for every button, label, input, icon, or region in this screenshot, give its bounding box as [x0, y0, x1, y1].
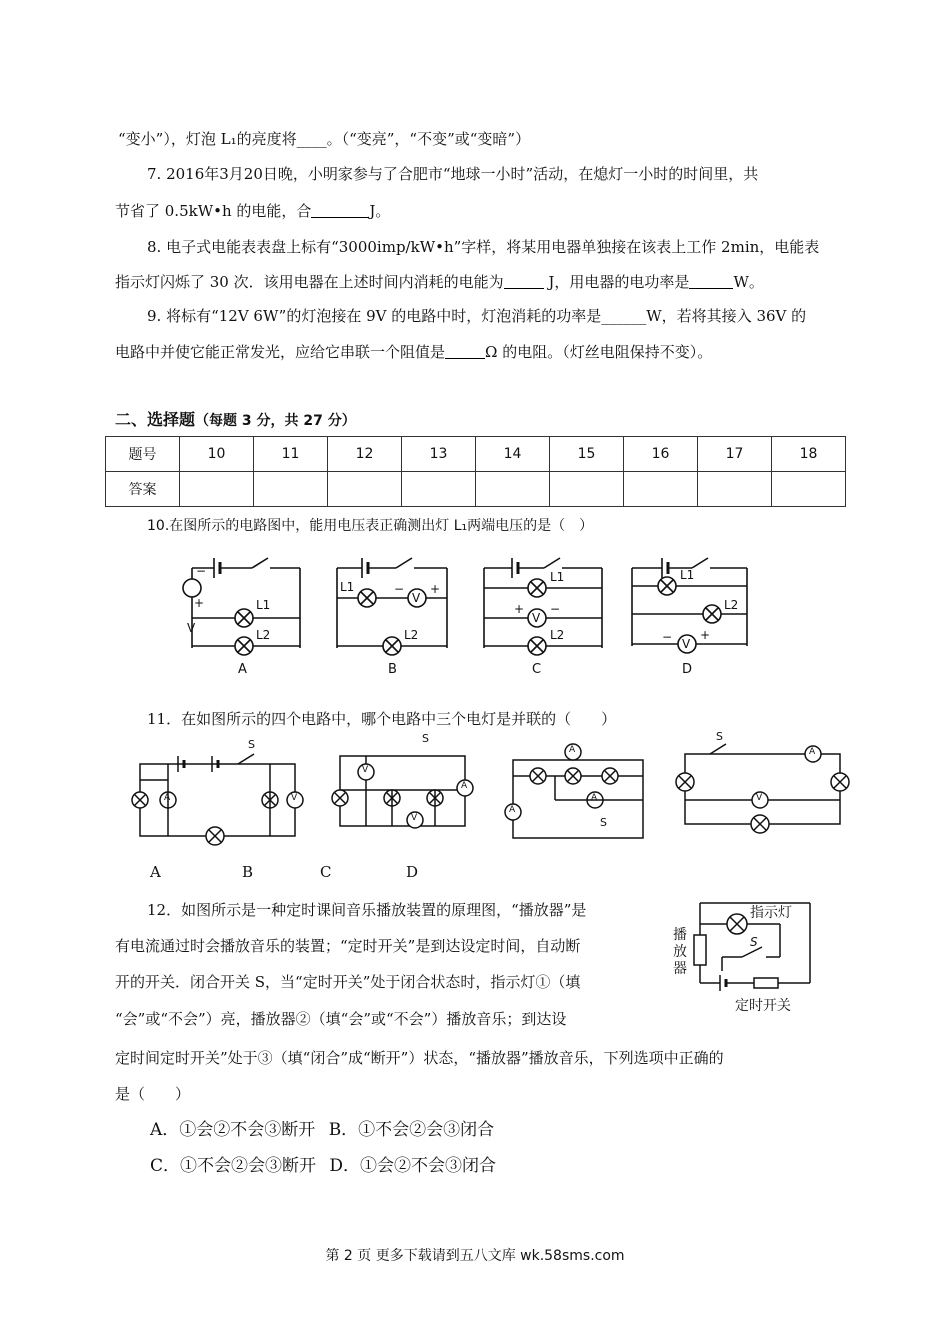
q8-line1: 8. 电子式电能表表盘上标有“3000imp/kW•h”字样，将某用电器单独接在该表上工作 2min，电能表: [147, 238, 820, 256]
q9-text-end: Ω 的电阻。（灯丝电阻保持不变）。: [485, 343, 713, 361]
minus-sign: −: [550, 602, 561, 616]
l1-label: L1: [256, 598, 271, 612]
circuit-label-a: A: [238, 662, 247, 677]
table-cell: 15: [550, 437, 624, 472]
switch-label: S: [750, 935, 758, 949]
l1-label: L1: [550, 570, 565, 584]
q12-line6: 是（ ）: [115, 1085, 191, 1103]
option-letter-b: B: [242, 863, 254, 881]
q8-line2: [115, 271, 764, 292]
table-cell: 12: [328, 437, 402, 472]
q7-unit: J。: [369, 202, 391, 220]
ammeter-symbol: A: [509, 805, 516, 815]
answer-cell[interactable]: [698, 472, 772, 507]
q8-blank-power[interactable]: [689, 274, 733, 289]
q7-text: 节省了 0.5kW•h 的电能，合: [115, 202, 312, 220]
q9-line2: [115, 341, 712, 362]
answer-cell[interactable]: [624, 472, 698, 507]
l2-label: L2: [550, 628, 565, 642]
q8-unit: W。: [733, 273, 764, 291]
answer-cell[interactable]: [402, 472, 476, 507]
q9-line1: 9. 将标有“12V 6W”的灯泡接在 9V 的电路中时，灯泡消耗的功率是______W，若将其接入 36V 的: [147, 307, 807, 325]
q11-text: 11．在如图所示的四个电路中，哪个电路中三个电灯是并联的（ ）: [147, 710, 617, 728]
plus-sign: +: [514, 602, 525, 616]
q8-blank-energy[interactable]: [504, 274, 544, 289]
q7-line2: [115, 200, 390, 221]
plus-sign: +: [194, 596, 205, 610]
voltmeter-symbol: V: [291, 793, 298, 803]
ammeter-symbol: A: [569, 745, 576, 755]
q10-labels: [172, 540, 772, 680]
l2-label: L2: [404, 628, 419, 642]
ammeter-symbol: A: [591, 793, 598, 803]
answer-cell[interactable]: [550, 472, 624, 507]
ammeter-symbol: A: [809, 747, 816, 757]
ammeter-symbol: A: [164, 793, 171, 803]
ammeter-symbol: A: [461, 781, 468, 791]
q12-line4: “会”或“不会”）亮，播放器②（填“会”或“不会”）播放音乐；到达设: [115, 1010, 567, 1028]
table-cell: 10: [180, 437, 254, 472]
q12-line3: 开的开关．闭合开关 S，当“定时开关”处于闭合状态时，指示灯①（填: [115, 973, 581, 991]
voltmeter-symbol: V: [682, 637, 691, 651]
switch-label: S: [248, 738, 255, 751]
table-answer-label: 答案: [106, 472, 180, 507]
option-b[interactable]: B．①不会②会③闭合: [328, 1120, 495, 1140]
q7-blank[interactable]: [311, 203, 369, 218]
q12-options-row2: [150, 1151, 496, 1176]
table-header-label: 题号: [106, 437, 180, 472]
plus-sign: +: [700, 628, 711, 642]
switch-label: S: [600, 816, 607, 829]
page-footer: 第 2 页 更多下载请到五八文库 wk.58sms.com: [325, 1248, 625, 1264]
table-cell: 11: [254, 437, 328, 472]
minus-sign: −: [196, 564, 207, 578]
section-title-note: （每题 3 分，共 27 分）: [195, 413, 356, 429]
table-row: [106, 472, 846, 507]
q9-text: 电路中并使它能正常发光，应给它串联一个阻值是: [115, 343, 446, 361]
l1-label: L1: [340, 580, 355, 594]
player-label: 播放器: [673, 927, 687, 977]
q8-text: 指示灯闪烁了 30 次．该用电器在上述时间内消耗的电能为: [115, 273, 504, 291]
answer-cell[interactable]: [180, 472, 254, 507]
indicator-label: 指示灯: [750, 905, 792, 921]
answer-cell[interactable]: [476, 472, 550, 507]
q8-text-mid: J，用电器的电功率是: [543, 273, 690, 291]
table-cell: 14: [476, 437, 550, 472]
minus-sign: −: [394, 582, 405, 596]
q10-text: 10.在图所示的电路图中，能用电压表正确测出灯 L₁两端电压的是（ ）: [147, 518, 594, 534]
l1-label: L1: [680, 568, 695, 582]
circuit-label-c: C: [532, 662, 542, 677]
l2-label: L2: [724, 598, 739, 612]
option-letter-a: A: [150, 863, 161, 881]
q11-labels: [130, 730, 870, 882]
voltmeter-symbol: V: [411, 813, 418, 823]
timer-label: 定时开关: [735, 998, 791, 1014]
q12-line2: 有电流通过时会播放音乐的装置；“定时开关”是到达设定时间，自动断: [115, 937, 581, 955]
q12-line1: 12．如图所示是一种定时课间音乐播放装置的原理图，“播放器”是: [147, 901, 587, 919]
table-cell: 13: [402, 437, 476, 472]
q12-line5: 定时间定时开关”处于③（填“闭合”成“断开”）状态，“播放器”播放音乐，下列选项中正确的: [115, 1049, 724, 1067]
voltmeter-symbol: V: [412, 591, 421, 605]
answer-cell[interactable]: [772, 472, 846, 507]
table-cell: 18: [772, 437, 846, 472]
table-row: [106, 437, 846, 472]
option-a[interactable]: A．①会②不会③断开: [150, 1120, 316, 1140]
option-letter-c: C: [320, 863, 332, 881]
switch-label: S: [716, 730, 723, 743]
option-c[interactable]: C．①不会②会③断开: [150, 1156, 317, 1176]
section-title: [115, 407, 356, 430]
option-d[interactable]: D．①会②不会③闭合: [329, 1156, 497, 1176]
circuit-label-d: D: [682, 662, 693, 677]
answer-cell[interactable]: [328, 472, 402, 507]
answer-table: [105, 436, 846, 507]
voltmeter-symbol: V: [756, 793, 763, 803]
q6-continuation: “变小”），灯泡 L₁的亮度将____。（“变亮”，“不变”或“变暗”）: [118, 130, 531, 148]
q9-blank[interactable]: [445, 344, 485, 359]
table-cell: 16: [624, 437, 698, 472]
switch-label: S: [422, 732, 429, 745]
minus-sign: −: [662, 630, 673, 644]
option-letter-d: D: [406, 863, 419, 881]
voltmeter-symbol: V: [532, 611, 541, 625]
table-cell: 17: [698, 437, 772, 472]
l2-label: L2: [256, 628, 271, 642]
voltmeter-symbol: V: [187, 621, 196, 635]
circuit-label-b: B: [388, 662, 397, 677]
q12-figure-labels: [670, 895, 820, 1025]
q7-line1: 7. 2016年3月20日晚，小明家参与了合肥市“地球一小时”活动，在熄灯一小时的时间里，共: [147, 165, 759, 183]
section-title-main: 二、选择题: [115, 410, 196, 429]
answer-cell[interactable]: [254, 472, 328, 507]
q12-options-row1: [150, 1115, 494, 1140]
voltmeter-symbol: V: [362, 765, 369, 775]
plus-sign: +: [430, 582, 441, 596]
